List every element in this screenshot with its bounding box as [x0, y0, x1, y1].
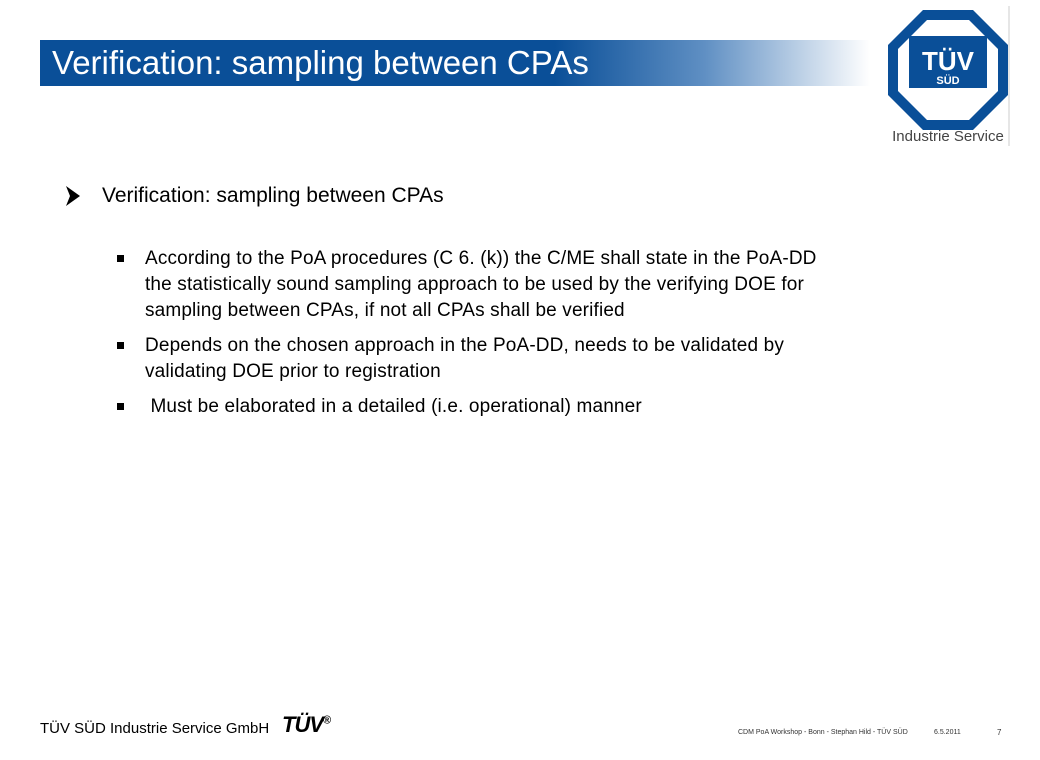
- footer-mark-text: TÜV: [282, 712, 323, 737]
- footer-date: 6.5.2011: [934, 729, 961, 736]
- slide-title: Verification: sampling between CPAs: [52, 44, 589, 81]
- sub-bullet-text: Must be elaborated in a detailed (i.e. operational) manner: [145, 396, 642, 417]
- sub-bullet: [62, 333, 822, 385]
- square-bullet-icon: [117, 342, 124, 349]
- arrow-bullet-icon: [62, 184, 86, 208]
- footer-info: CDM PoA Workshop - Bonn - Stephan Hild - TÜV SÜD: [738, 729, 908, 736]
- sub-bullet-text: According to the PoA procedures (C 6. (k)) the C/ME shall state in the PoA-DD the statistically sound sampling approach to be used by the verifying DOE for sampling between CPAs, if not all CPAs shall be verified: [145, 248, 817, 321]
- square-bullet-icon: [117, 255, 124, 262]
- footer-company: TÜV SÜD Industrie Service GmbH: [40, 720, 270, 737]
- sub-bullet: [62, 246, 822, 324]
- footer-tuv-mark: [282, 712, 330, 738]
- svg-text:SÜD: SÜD: [936, 75, 960, 87]
- registered-mark: ®: [323, 714, 331, 727]
- page-number: 7: [997, 728, 1002, 737]
- main-bullet: [62, 182, 822, 210]
- main-bullet-text: Verification: sampling between CPAs: [102, 184, 444, 207]
- sub-bullet: [62, 394, 822, 420]
- slide-content: [62, 182, 822, 429]
- sub-bullet-text: Depends on the chosen approach in the PoA-DD, needs to be validated by validating DOE prior to registration: [145, 335, 784, 382]
- square-bullet-icon: [117, 403, 124, 410]
- title-bar: [40, 40, 870, 86]
- svg-text:TÜV: TÜV: [922, 46, 974, 76]
- sub-bullet-list: [62, 246, 822, 420]
- logo-caption: Industrie Service: [892, 128, 1004, 145]
